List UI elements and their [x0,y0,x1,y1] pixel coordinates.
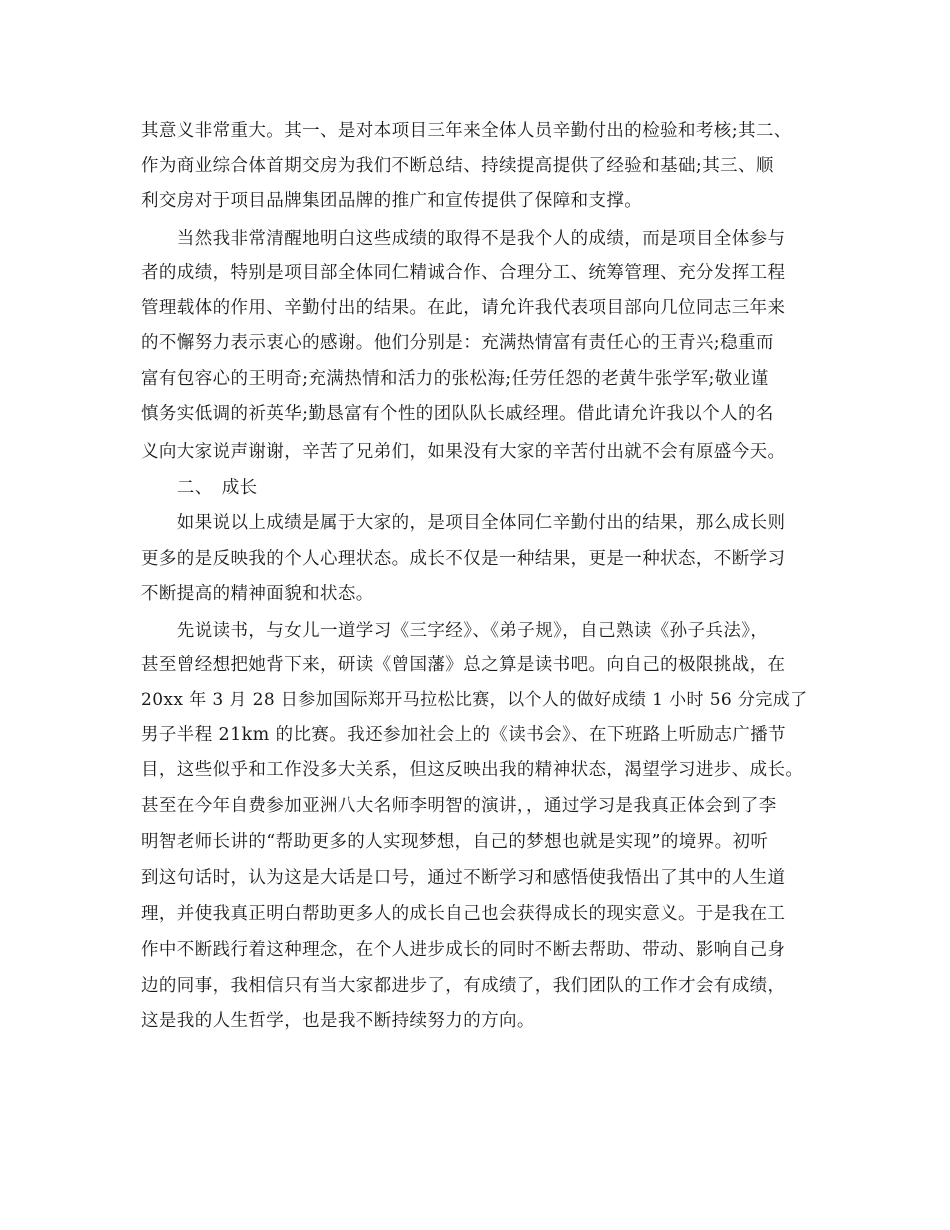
text-line: 目，这些似乎和工作没多大关系，但这反映出我的精神状态，渴望学习进步、成长。 [141,760,804,780]
text-line: 管理载体的作用、辛勤付出的结果。在此，请允许我代表项目部向几位同志三年来 [141,298,786,318]
text-line: 到这句话时，认为这是大话是口号，通过不断学习和感悟使我悟出了其中的人生道 [141,868,786,888]
text-line: 20xx 年 3 月 28 日参加国际郑开马拉松比赛，以个人的做好成绩 1 小时 56 分完成了 [141,690,808,710]
text-line: 义向大家说声谢谢，辛苦了兄弟们，如果没有大家的辛苦付出就不会有原盛今天。 [141,442,786,462]
text-line: 的不懈努力表示衷心的感谢。他们分别是：充满热情富有责任心的王青兴;稳重而 [141,333,774,353]
text-line: 更多的是反映我的个人心理状态。成长不仅是一种结果，更是一种状态，不断学习 [141,549,786,569]
text-line: 作为商业综合体首期交房为我们不断总结、持续提高提供了经验和基础;其三、顺 [141,156,774,176]
text-line: 这是我的人生哲学，也是我不断持续努力的方向。 [141,1011,535,1031]
text-line: 慎务实低调的祈英华;勤恳富有个性的团队队长戚经理。借此请允许我以个人的名 [141,404,774,424]
text-line: 明智老师长讲的“帮助更多的人实现梦想，自己的梦想也就是实现”的境界。初听 [141,832,769,852]
text-line: 利交房对于项目品牌集团品牌的推广和宣传提供了保障和支撑。 [141,191,643,211]
text-line: 理，并使我真正明白帮助更多人的成长自己也会获得成长的现实意义。于是我在工 [141,904,786,924]
section-heading: 二、 成长 [141,478,258,498]
text-line: 男子半程 21km 的比赛。我还参加社会上的《读书会》、在下班路上听励志广播节 [141,725,786,745]
text-line: 者的成绩，特别是项目部全体同仁精诚合作、合理分工、统筹管理、充分发挥工程 [141,263,786,283]
text-line: 如果说以上成绩是属于大家的，是项目全体同仁辛勤付出的结果，那么成长则 [141,513,786,533]
text-line: 甚至曾经想把她背下来，研读《曾国藩》总之算是读书吧。向自己的极限挑战，在 [141,655,786,675]
text-line: 不断提高的精神面貌和状态。 [141,584,374,604]
text-line: 富有包容心的王明奇;充满热情和活力的张松海;任劳任怨的老黄牛张学军;敬业谨 [141,369,769,389]
text-line: 其意义非常重大。其一、是对本项目三年来全体人员辛勤付出的检验和考核;其二、 [141,121,792,141]
text-line: 边的同事，我相信只有当大家都进步了，有成绩了，我们团队的工作才会有成绩， [141,976,786,996]
text-line: 甚至在今年自费参加亚洲八大名师李明智的演讲，，通过学习是我真正体会到了李 [141,796,777,816]
text-line: 作中不断践行着这种理念，在个人进步成长的同时不断去帮助、带动、影响自己身 [141,940,786,960]
text-line: 先说读书，与女儿一道学习《三字经》、《弟子规》，自己熟读《孙子兵法》， [141,621,769,641]
text-line: 当然我非常清醒地明白这些成绩的取得不是我个人的成绩，而是项目全体参与 [141,229,786,249]
